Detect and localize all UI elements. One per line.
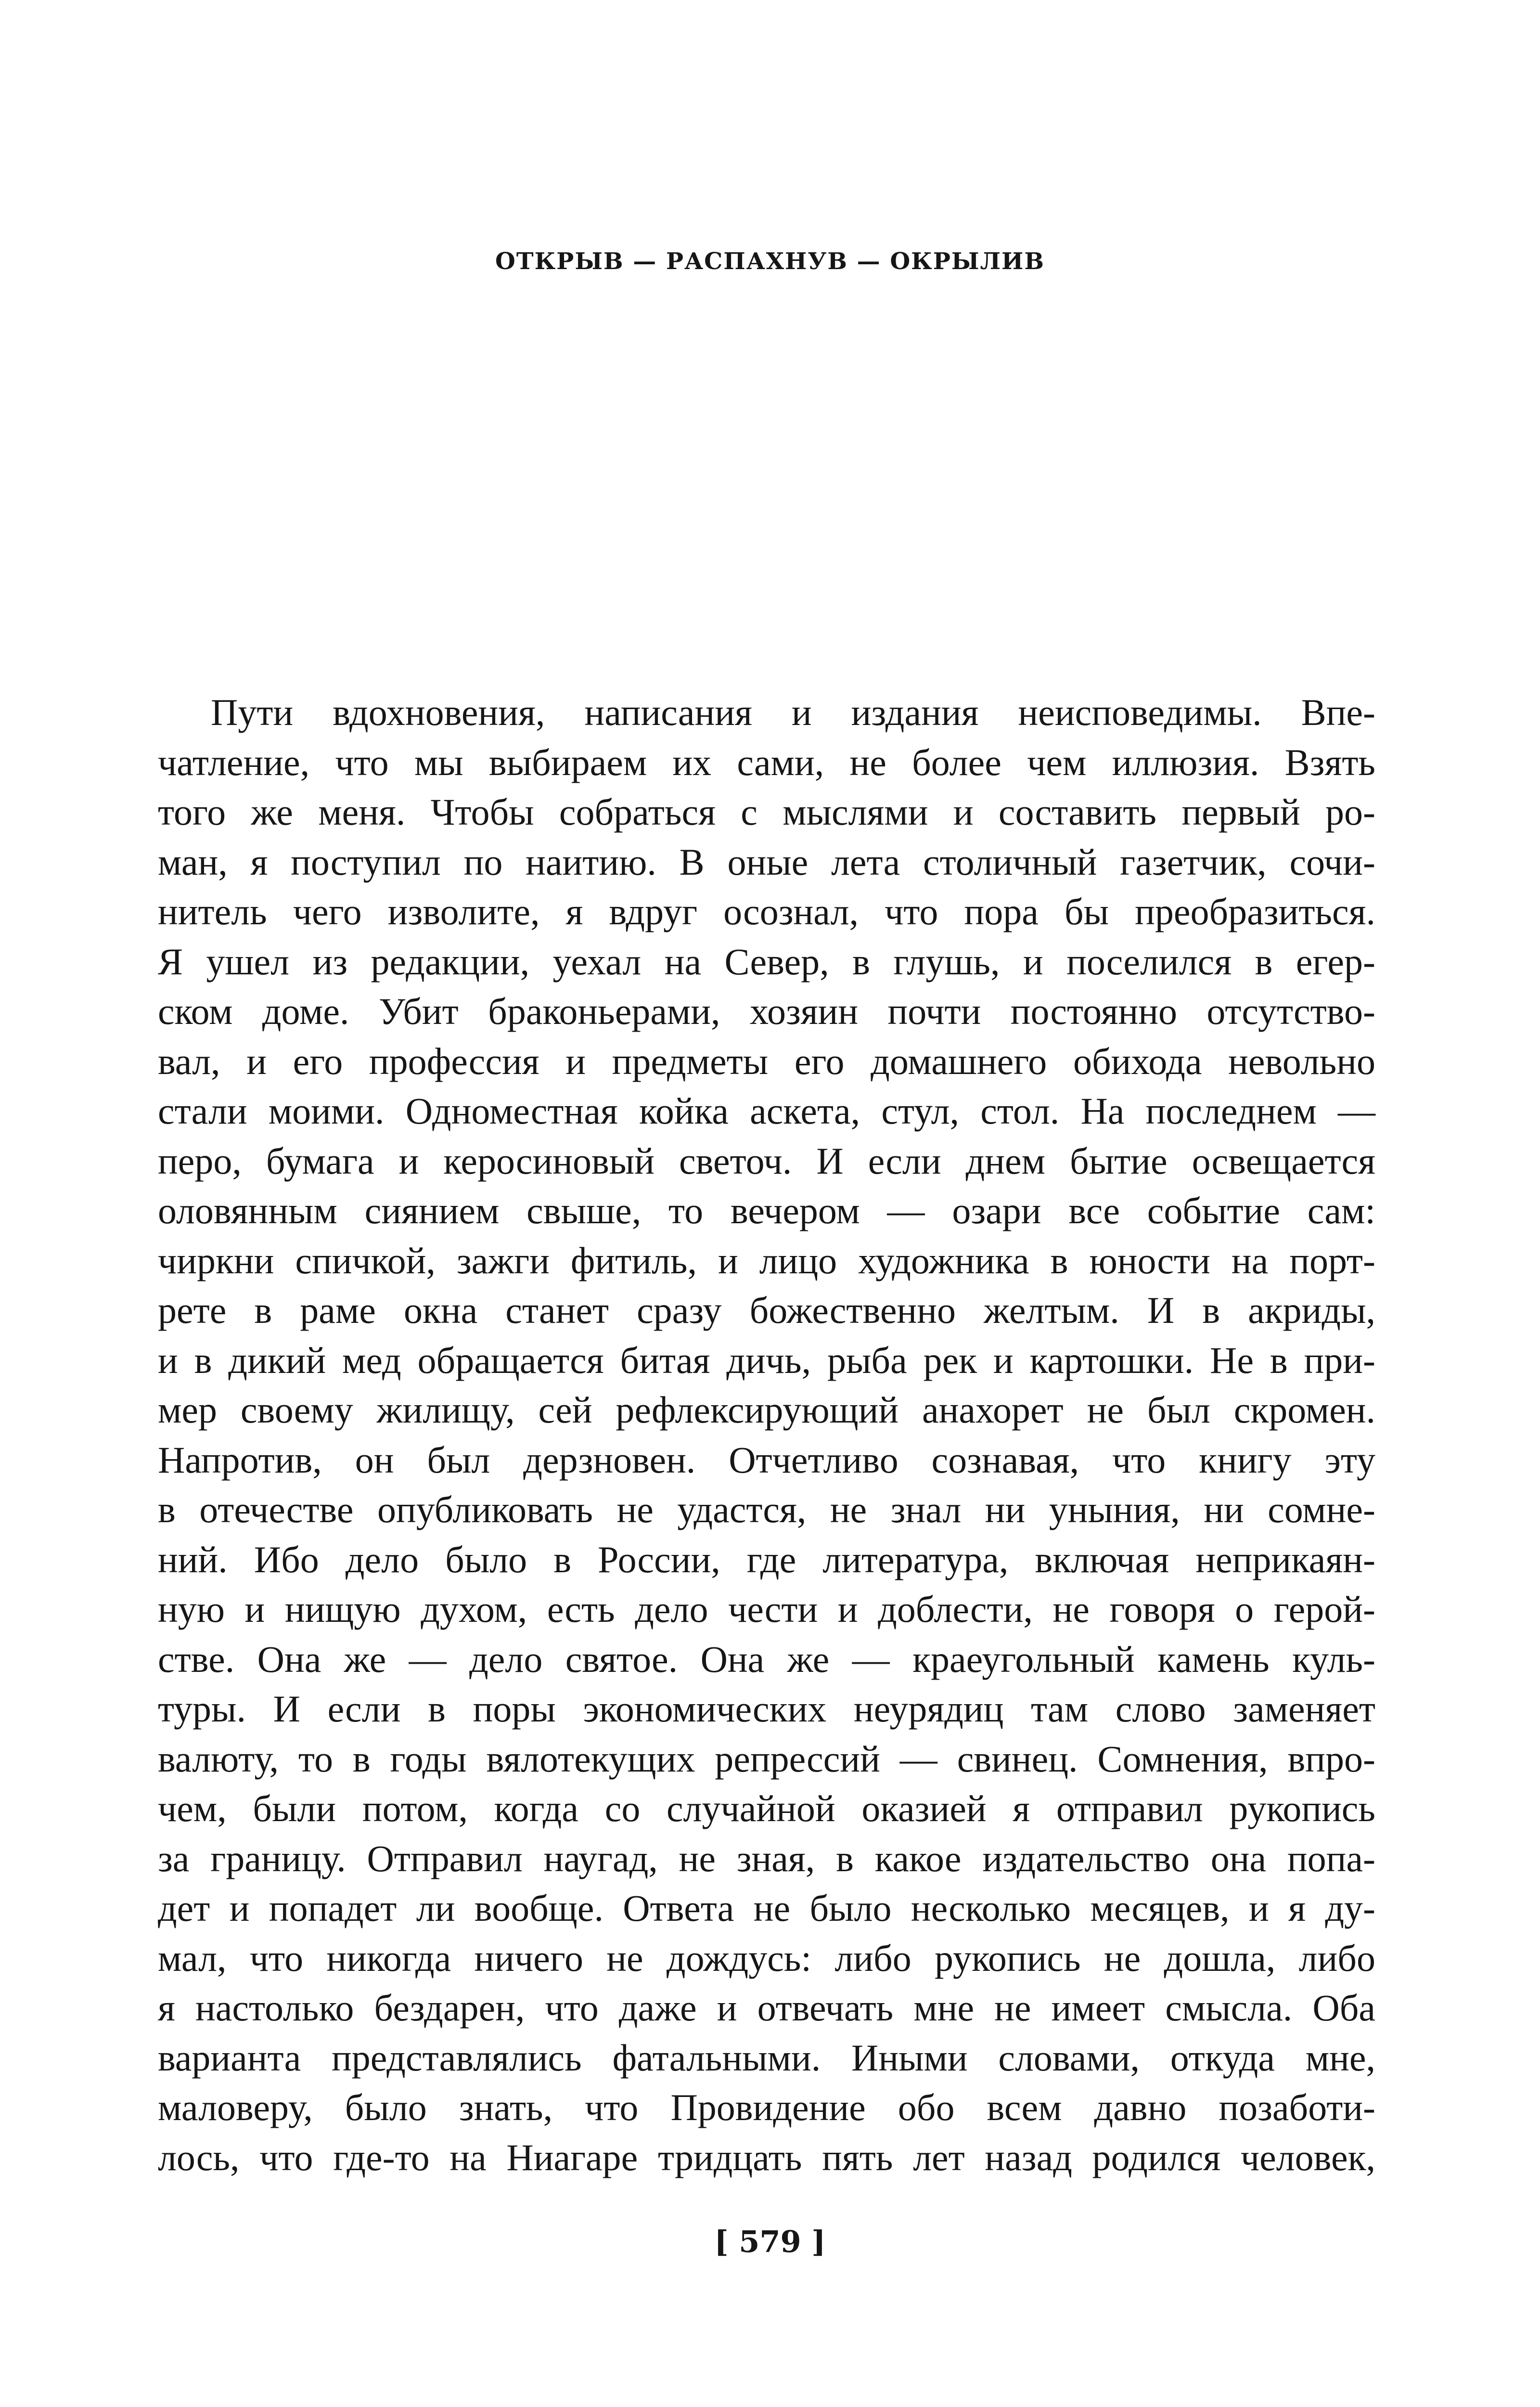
text-line: чатление, что мы выбираем их сами, не более чем иллюзия. Взять (158, 741, 1375, 783)
text-line: лось, что где-то на Ниагаре тридцать пять лет назад родился человек, (158, 2136, 1375, 2178)
text-line: и в дикий мед обращается битая дичь, рыба рек и картошки. Не в при- (158, 1339, 1375, 1381)
text-line: ман, я поступил по наитию. В оные лета столичный газетчик, сочи- (158, 841, 1375, 883)
text-line: того же меня. Чтобы собраться с мыслями и составить первый ро- (158, 791, 1375, 833)
chapter-title: ОТКРЫВ — РАСПАХНУВ — ОКРЫЛИВ (495, 248, 1045, 275)
text-line: оловянным сиянием свыше, то вечером — озари все событие сам: (158, 1190, 1375, 1231)
page-number: [ 579 ] (714, 2224, 826, 2259)
text-line: Пути вдохновения, написания и издания неисповедимы. Впе- (211, 691, 1375, 733)
text-line: туры. И если в поры экономических неурядиц там слово заменяет (158, 1688, 1375, 1730)
text-line: ний. Ибо дело было в России, где литература, включая неприкаян- (158, 1538, 1375, 1580)
text-line: ском доме. Убит браконьерами, хозяин почти постоянно отсутство- (158, 990, 1375, 1032)
text-line: стали моими. Одноместная койка аскета, стул, стол. На последнем — (158, 1090, 1375, 1132)
text-line: чиркни спичкой, зажги фитиль, и лицо художника в юности на порт- (158, 1239, 1375, 1281)
text-line: дет и попадет ли вообще. Ответа не было несколько месяцев, и я ду- (158, 1887, 1375, 1929)
subtitle-line (0, 313, 1540, 349)
subtitle-line (0, 350, 1540, 387)
text-line: Я ушел из редакции, уехал на Север, в глушь, и поселился в егер- (158, 940, 1375, 983)
text-line: мер своему жилищу, сей рефлексирующий анахорет не был скромен. (158, 1389, 1375, 1431)
text-line: вал, и его профессия и предметы его домашнего обихода невольно (158, 1040, 1375, 1082)
text-line: валюту, то в годы вялотекущих репрессий — свинец. Сомнения, впро- (158, 1737, 1375, 1780)
text-line: мал, что никогда ничего не дождусь: либо рукопись не дошла, либо (158, 1937, 1375, 1979)
text-line: я настолько бездарен, что даже и отвечать мне не имеет смысла. Оба (158, 1987, 1375, 2029)
text-line: рете в раме окна станет сразу божественно желтым. И в акриды, (158, 1289, 1375, 1331)
text-line: в отечестве опубликовать не удастся, не знал ни уныния, ни сомне- (158, 1488, 1375, 1530)
text-line: Напротив, он был дерзновен. Отчетливо сознавая, что книгу эту (158, 1438, 1375, 1481)
text-line: ную и нищую духом, есть дело чести и доблести, не говоря о герой- (158, 1588, 1375, 1630)
text-line: за границу. Отправил наугад, не зная, в какое издательство она попа- (158, 1837, 1375, 1879)
text-line: нитель чего изволите, я вдруг осознал, что пора бы преобразиться. (158, 891, 1375, 932)
body-text (158, 687, 1375, 2182)
text-line: маловеру, было знать, что Провидение обо всем давно позаботи- (158, 2086, 1375, 2128)
text-line: варианта представлялись фатальными. Иными словами, откуда мне, (158, 2036, 1375, 2079)
text-line: стве. Она же — дело святое. Она же — краеугольный камень куль- (158, 1638, 1375, 1680)
text-line: чем, были потом, когда со случайной оказией я отправил рукопись (158, 1787, 1375, 1829)
text-line: перо, бумага и керосиновый светоч. И если днем бытие освещается (158, 1139, 1375, 1182)
